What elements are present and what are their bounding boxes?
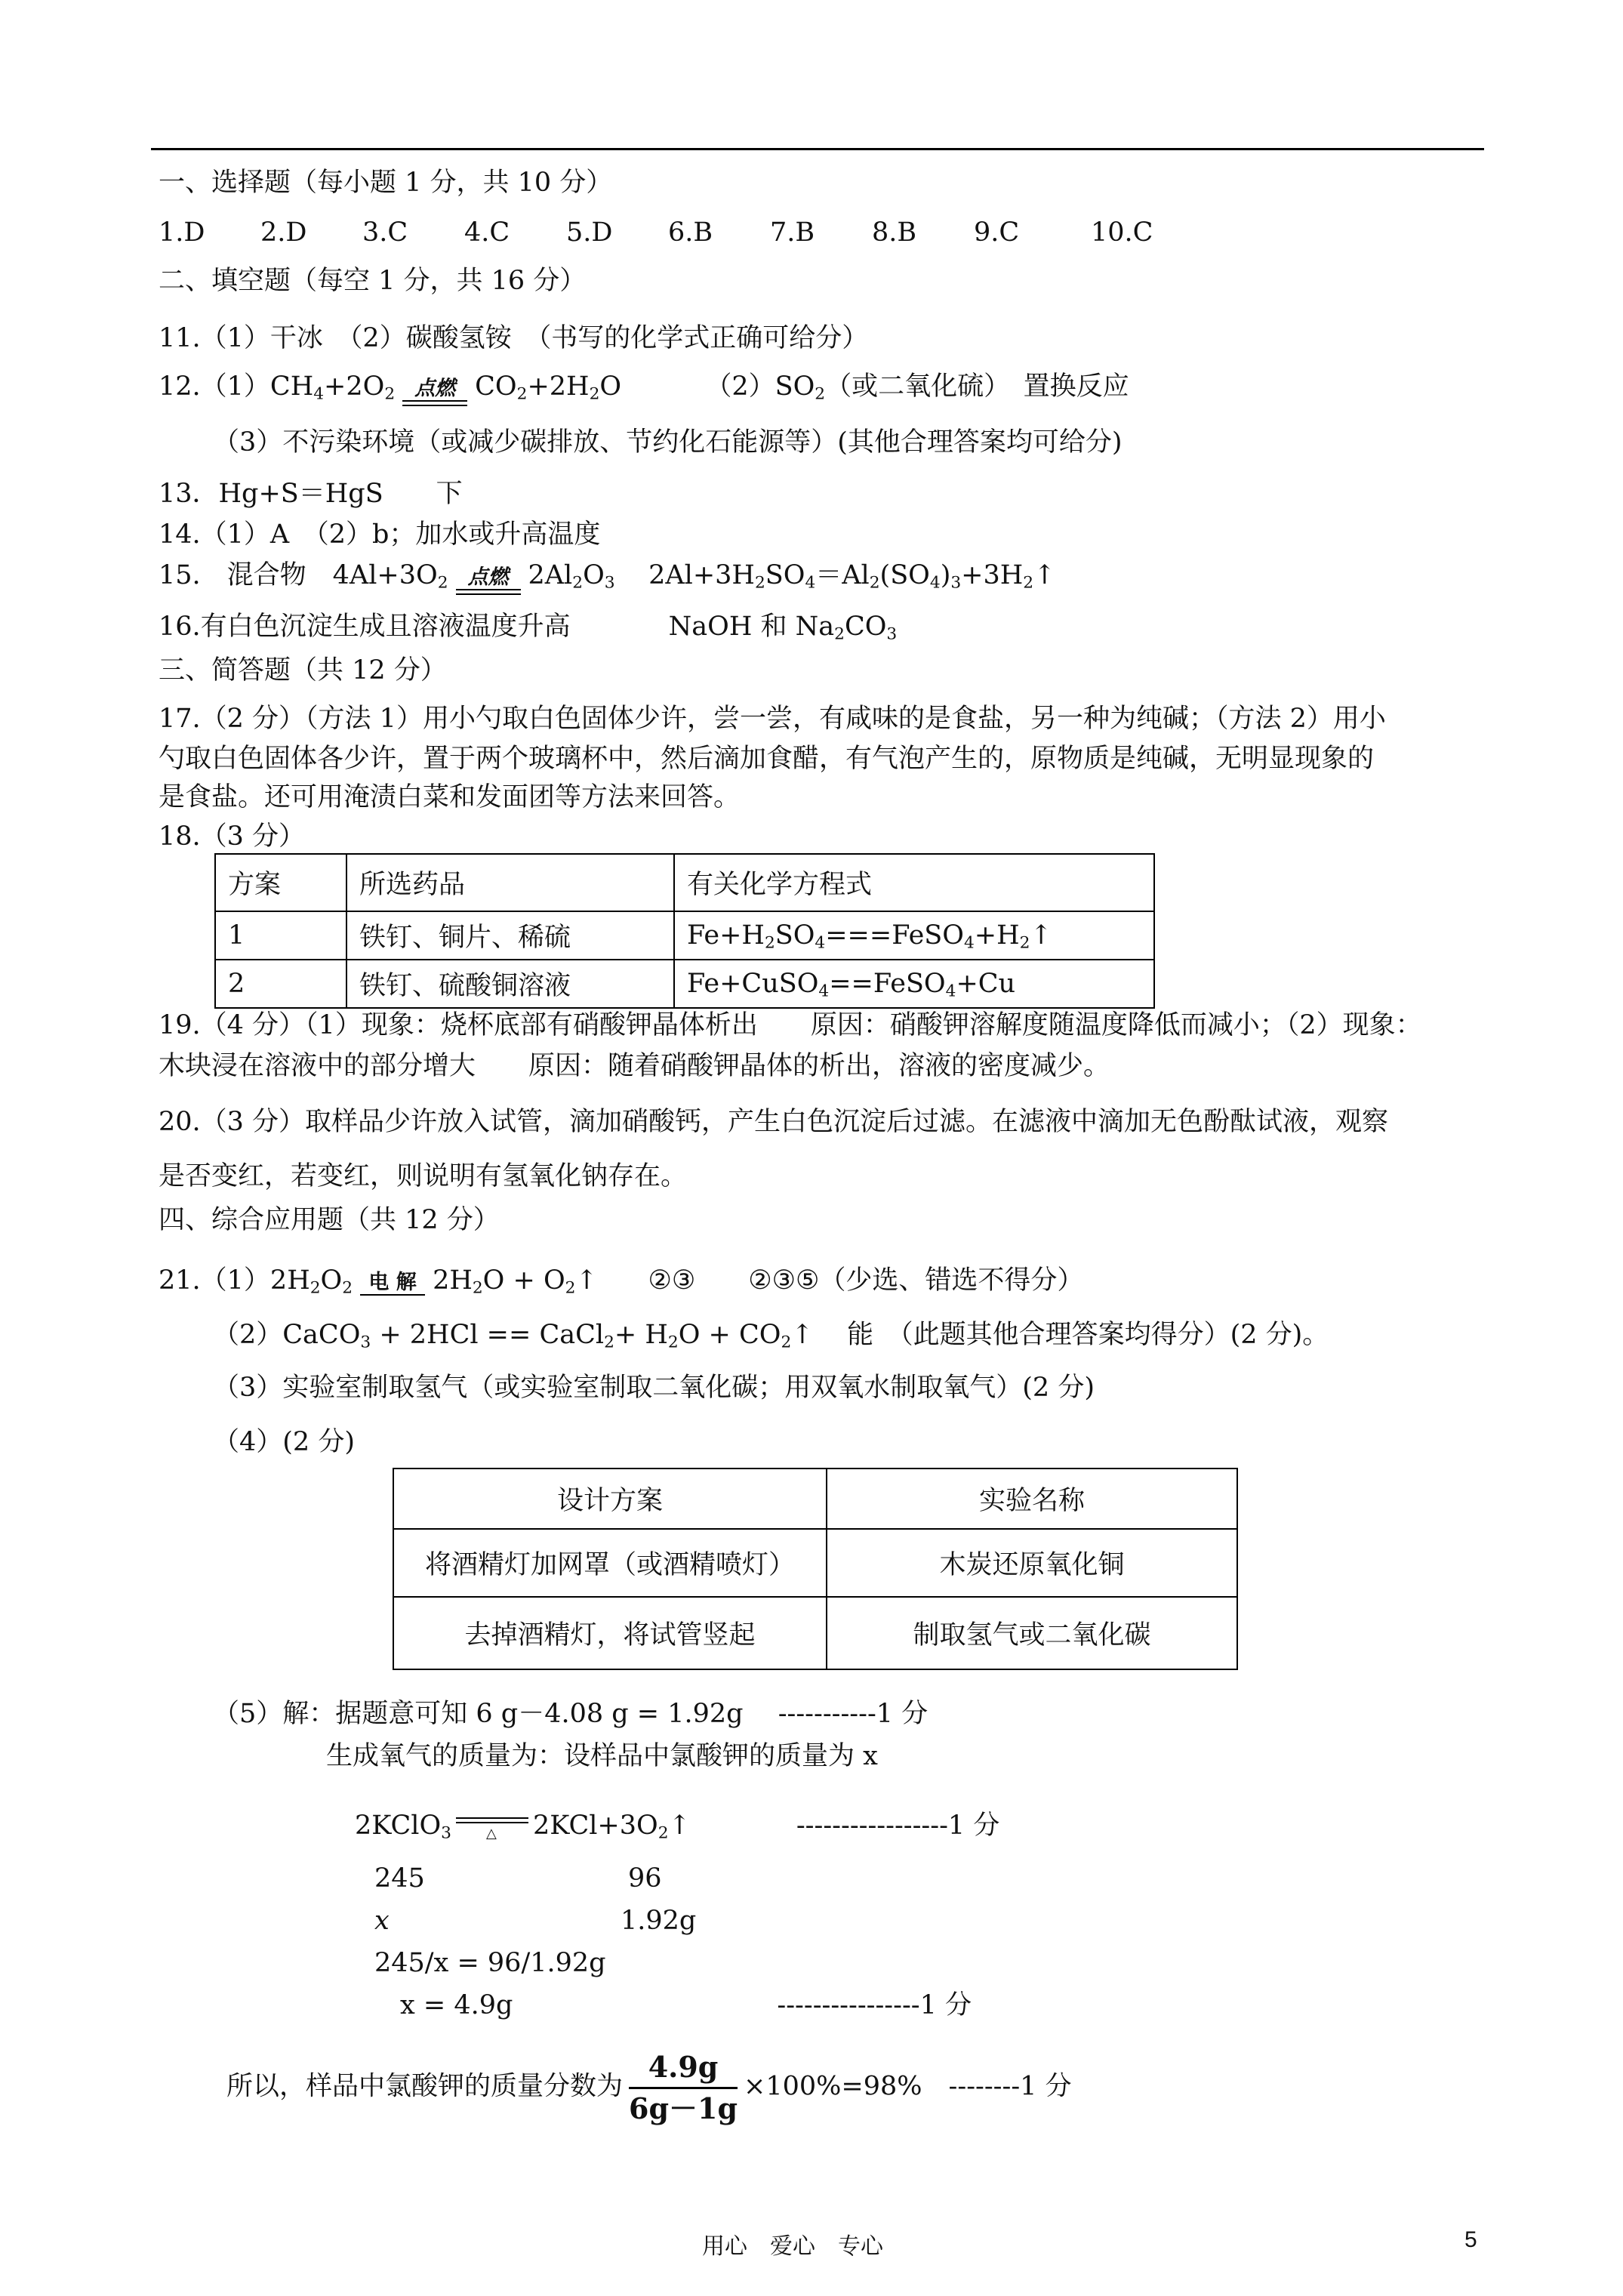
q19-line1: 19.（4 分）（1）现象：烧杯底部有硝酸钾晶体析出 原因：硝酸钾溶解度随温度降低而减小；（2）现象： [159,1010,1422,1040]
ratio: 245/x = 96/1.92g [374,1948,606,1978]
top-rule [151,148,1484,150]
q18-label: 18.（3 分） [159,821,306,852]
section-4-title: 四、综合应用题（共 12 分） [159,1205,500,1235]
conclusion: 所以，样品中氯酸钾的质量分数为 $\frac{4.9g}{6g-1g}$ ×100%=98% --------1 分 [226,2050,1072,2125]
table-row: 方案 所选药品 有关化学方程式 [215,854,1154,911]
table-row: 2 铁钉、硫酸铜溶液 Fe+CuSO$_4$==FeSO$_4$+Cu [215,960,1154,1008]
q18-table [214,853,1155,1009]
heat-condition: △ [456,1811,528,1834]
fraction: $\frac{4.9g}{6g-1g}$ [629,2050,738,2125]
reaction-condition: 电 解 [360,1272,425,1296]
q14: 14.（1）A （2）b；加水或升高温度 [159,519,601,550]
q20-line1: 20.（3 分）取样品少许放入试管，滴加硝酸钙，产生白色沉淀后过滤。在滤液中滴加无色酚酞试液，观察 [159,1107,1389,1137]
q17-line2: 勺取白色固体各少许，置于两个玻璃杯中，然后滴加食醋，有气泡产生的，原物质是纯碱，无明显现象的 [159,744,1375,774]
mass-245: 245 [374,1863,425,1894]
q13: 13．Hg+S＝HgS 下 [159,479,463,509]
q21-table [393,1468,1238,1670]
q16: 16.有白色沉淀生成且溶液温度升高 NaOH 和 $Na_2CO_3$ [159,612,898,644]
footer: 用心 爱心 专心 [702,2233,883,2260]
section-1-title: 一、选择题（每小题 1 分，共 10 分） [159,168,613,198]
var-x: x [374,1906,390,1936]
section-3-title: 三、简答题（共 12 分） [159,655,447,686]
reaction-condition: 点燃 [456,567,521,595]
page-number: 5 [1464,2227,1477,2252]
q17-line1: 17.（2 分）（方法 1）用小勺取白色固体少许，尝一尝，有咸味的是食盐，另一种为纯碱；（方法 2）用小 [159,704,1386,734]
section-2-title: 二、填空题（每空 1 分，共 16 分） [159,266,587,296]
mass-96: 96 [628,1863,662,1894]
section-1-answers: 1.D 2.D 3.C 4.C 5.D 6.B 7.B 8.B 9.C 10.C [159,217,1153,248]
q21-part5-line2: 生成氧气的质量为：设样品中氯酸钾的质量为 x [326,1741,878,1771]
q20-line2: 是否变红，若变红，则说明有氢氧化钠存在。 [159,1161,688,1191]
q12-line1: $12.(1)CH_4+2O_2$ 点燃 $CO_2+2H_2O$ $(2)SO_2$（或二氧化硫） 置换反应 [159,371,1129,406]
q21-part3: （3）实验室制取氢气（或实验室制取二氧化碳；用双氧水制取氧气）(2 分) [213,1373,1095,1403]
q21-part2: （2）CaCO$_3$ + 2HCl == CaCl$_2$+ $H_2O$ + $CO_2↑$ 能 （此题其他合理答案均得分）(2 分)。 [213,1320,1329,1352]
table-row: 将酒精灯加网罩（或酒精喷灯） 木炭还原氧化铜 [393,1529,1237,1597]
q21-part5-line1: （5）解：据题意可知 6 g－4.08 g = 1.92g -----------1 分 [213,1699,929,1729]
q21-part1: $21.(1)2H_2O_2$ 电 解 $2H_2O$ + $O_2↑$ ②③ ②③⑤（少选、错选不得分） [159,1265,1084,1298]
q21-equation: 2KClO$_3$ △ $2KCl+3O_2↑$ -----------------1 分 [355,1811,1000,1843]
mass-192: 1.92g [621,1906,697,1936]
q17-line3: 是食盐。还可用淹渍白菜和发面团等方法来回答。 [159,782,741,812]
q19-line2: 木块浸在溶液中的部分增大 原因：随着硝酸钾晶体的析出，溶液的密度减少。 [159,1051,1110,1081]
q11: 11.（1）干冰 （2）碳酸氢铵 （书写的化学式正确可给分） [159,323,869,353]
table-row: 去掉酒精灯，将试管竖起 制取氢气或二氧化碳 [393,1597,1237,1669]
reaction-condition: 点燃 [402,378,467,406]
q15: 15. 混合物 $4Al+3O_2$ 点燃 $2Al_2O_3$ $2Al+3H_2SO_4=Al_2(SO_4)_3+3H_2↑$ [159,560,1055,595]
table-row: 1 铁钉、铜片、稀硫 $Fe+H_2SO_4===FeSO_4+H_2↑$ [215,911,1154,960]
q21-part4: （4）(2 分) [213,1427,355,1457]
table-row: 设计方案 实验名称 [393,1469,1237,1529]
q12-line2: （3）不污染环境（或减少碳排放、节约化石能源等）(其他合理答案均可给分) [213,427,1123,458]
x-value: x = 4.9g ----------------1 分 [400,1990,972,2020]
